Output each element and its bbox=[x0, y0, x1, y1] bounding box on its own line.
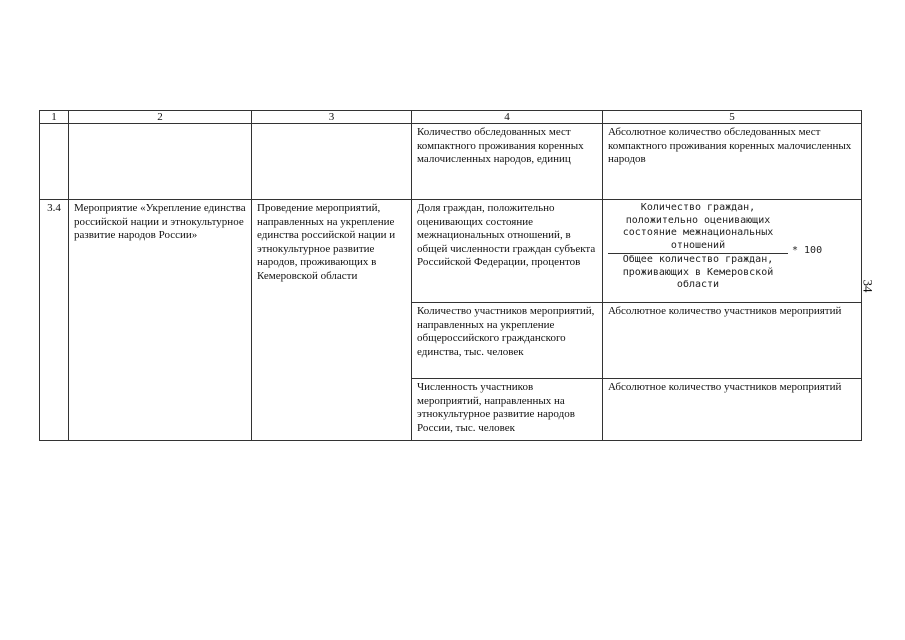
indicator-cell: Количество обследованных мест компактного проживания коренных малочисленных народов, единиц bbox=[412, 124, 603, 200]
formula-denominator: Общее количество граждан, проживающих в Кемеровской области bbox=[622, 254, 774, 290]
header-cell-1: 1 bbox=[40, 111, 69, 124]
method-cell: Абсолютное количество участников мероприятий bbox=[603, 303, 862, 379]
header-cell-2: 2 bbox=[69, 111, 252, 124]
empty-cell bbox=[252, 124, 412, 200]
table-row-continued bbox=[40, 124, 862, 200]
formula bbox=[608, 202, 856, 292]
indicator-cell: Доля граждан, положительно оценивающих состояние межнациональных отношений, в общей численности граждан субъекта Российской Федерации, процентов bbox=[412, 200, 603, 303]
formula-multiplier: * 100 bbox=[792, 245, 823, 256]
description-cell: Проведение мероприятий, направленных на укрепление единства российской нации и этнокультурное развитие народов, проживающих в Кемеровской области bbox=[252, 200, 412, 441]
page-number: 34 bbox=[860, 279, 876, 293]
table-header-row bbox=[40, 111, 862, 124]
row-number: 3.4 bbox=[40, 200, 69, 441]
empty-cell bbox=[69, 124, 252, 200]
header-cell-4: 4 bbox=[412, 111, 603, 124]
header-cell-5: 5 bbox=[603, 111, 862, 124]
indicator-cell: Численность участников мероприятий, направленных на этнокультурное развитие народов России, тыс. человек bbox=[412, 379, 603, 441]
indicator-cell: Количество участников мероприятий, направленных на укрепление общероссийского гражданского единства, тыс. человек bbox=[412, 303, 603, 379]
method-cell: Абсолютное количество участников мероприятий bbox=[603, 379, 862, 441]
header-cell-3: 3 bbox=[252, 111, 412, 124]
empty-cell bbox=[40, 124, 69, 200]
method-cell: Абсолютное количество обследованных мест компактного проживания коренных малочисленных народов bbox=[603, 124, 862, 200]
indicators-table bbox=[39, 110, 862, 441]
table-row-3-4 bbox=[40, 200, 862, 303]
formula-numerator: Количество граждан, положительно оценивающих состояние межнациональных отношений bbox=[622, 202, 774, 251]
event-cell: Мероприятие «Укрепление единства российской нации и этнокультурное развитие народов России» bbox=[69, 200, 252, 441]
formula-cell bbox=[603, 200, 862, 303]
